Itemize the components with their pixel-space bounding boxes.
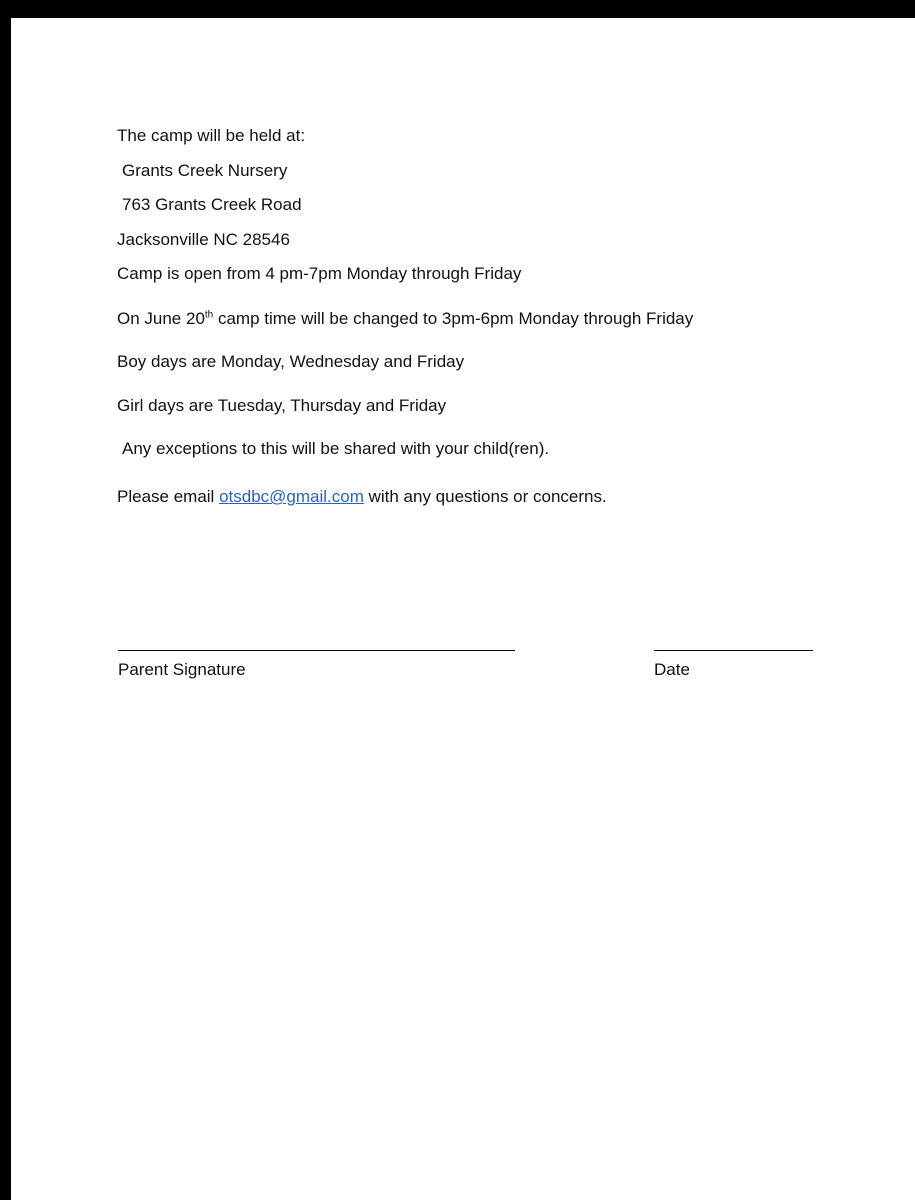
contact-suffix: with any questions or concerns. (363, 487, 607, 506)
signature-line (118, 650, 515, 651)
camp-hours: Camp is open from 4 pm-7pm Monday through Friday (117, 264, 522, 283)
change-notice-prefix: On June 20 (117, 309, 205, 328)
change-notice-suffix: camp time will be changed to 3pm-6pm Monday through Friday (213, 309, 694, 328)
street-address: 763 Grants Creek Road (122, 195, 302, 214)
exceptions-note: Any exceptions to this will be shared with your child(ren). (122, 439, 550, 458)
signature-label: Parent Signature (118, 660, 246, 679)
contact-prefix: Please email (117, 487, 220, 506)
email-link[interactable]: otsdbc@gmail.com (219, 487, 364, 506)
document-page (11, 18, 915, 1200)
camp-location-heading: The camp will be held at: (117, 126, 306, 145)
contact-line (117, 487, 607, 507)
city-state-zip: Jacksonville NC 28546 (117, 230, 290, 249)
schedule-change-notice (117, 309, 693, 329)
date-line (654, 650, 813, 651)
girl-days: Girl days are Tuesday, Thursday and Friday (117, 396, 447, 415)
date-label: Date (654, 660, 690, 679)
boy-days: Boy days are Monday, Wednesday and Friday (117, 352, 465, 371)
change-notice-superscript: th (204, 309, 214, 321)
location-name: Grants Creek Nursery (122, 161, 288, 180)
